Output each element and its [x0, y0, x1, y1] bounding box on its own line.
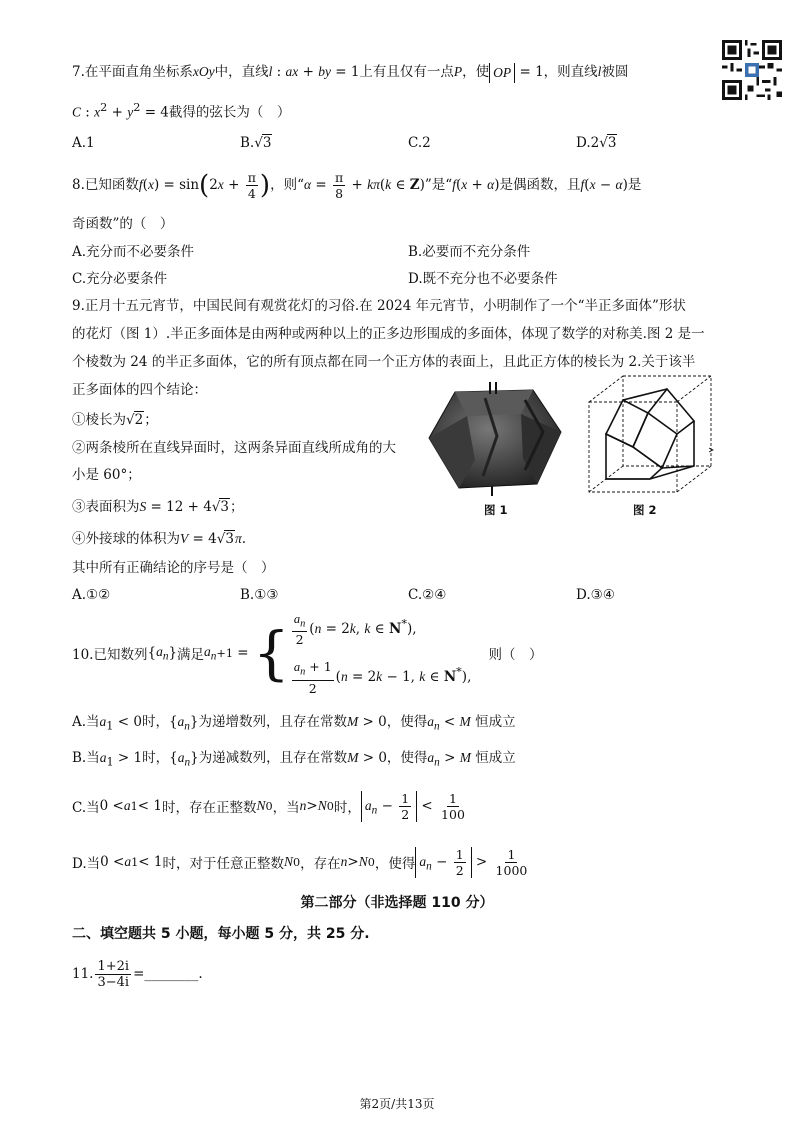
q7-text: 7.在平面直角坐标系 — [72, 64, 193, 80]
page-footer: 第2页/共13页 — [359, 1097, 435, 1111]
q9-conclusion-4: ④外接球的体积为V = 4√3π. — [72, 531, 246, 547]
qr-code — [722, 40, 782, 100]
q7-option-b[interactable]: B.√3 — [240, 135, 272, 151]
q9-option-a[interactable]: A.①② — [72, 587, 111, 603]
q7-text: ，使 — [462, 64, 490, 80]
q10-option-a[interactable]: A.当$a_1 < 0$时，$\{a_n\}$为递增数列，且存在常数M > 0，使得$a_n < M$ 恒成立 — [72, 714, 516, 733]
q7-text: ，则直线 — [543, 64, 598, 80]
q9-option-b[interactable]: B.①③ — [240, 587, 279, 603]
q10-option-d[interactable]: D.当 0 < a 1 < 1 时，对于任意正整数 N 0 ，存在 n > N 0 ，使得 $a_n$ − $\frac{1}{2}$ > $\frac{1}{1000}$ — [72, 846, 528, 878]
q9-line1: 9.正月十五元宵节，中国民间有观赏花灯的习俗.在 2024 年元宵节，小明制作了一个“半正多面体”形状 — [72, 298, 686, 314]
q8-text: ”是“ — [424, 177, 453, 193]
q9-conclusion-3: ③表面积为S = 12 + 4√3； — [72, 499, 244, 515]
q8-stem-line1: 8.已知函数f(x) = sin(2x + $\frac{\pi}{4}$ )，则“α = $\frac{\pi}{8}$ + kπ(k ∈ Z)”是“f(x + α)是偶函数，且f(x − α)是 — [72, 170, 642, 201]
q8-text: 是 — [627, 177, 642, 193]
q7-stem-line2: C : $x^2 + y^2 = 4$截得的弦长为（ ） — [72, 101, 291, 121]
q8-text: ，则“ — [270, 177, 304, 193]
q9-ask: 其中所有正确结论的序号是（ ） — [72, 560, 275, 576]
figure-1-caption: 图 1 — [484, 503, 508, 517]
q9-option-d[interactable]: D.③④ — [576, 587, 615, 603]
q7-stem-line1: 7.在平面直角坐标系xOy中，直线l : ax + by = 1上有且仅有一点P，使 OP = 1，则直线l被圆 — [72, 62, 628, 83]
q9-line2: 的花灯（图 1）.半正多面体是由两种或两种以上的正多边形围成的多面体，体现了数学的对称美.图 2 是一 — [72, 326, 705, 342]
q7-option-c[interactable]: C.2 — [408, 135, 431, 151]
fill-in-heading: 二、填空题共 5 小题，每小题 5 分，共 25 分. — [72, 926, 370, 942]
q9-line4: 正多面体的四个结论： — [72, 382, 207, 398]
q9-line3: 个棱数为 24 的半正多面体，它的所有顶点都在同一个正方体的表面上，且此正方体的棱长为 2.关于该半 — [72, 354, 696, 370]
figure-2-caption: 图 2 — [633, 503, 657, 517]
q11: 11. $\frac{1+2i}{3-4i}$ =________. — [72, 958, 203, 990]
q9-conclusion-2a: ②两条棱所在直线异面时，这两条异面直线所成角的大 — [72, 440, 396, 456]
q7-text: 中，直线 — [214, 64, 269, 80]
q7-option-a[interactable]: A.1 — [72, 135, 95, 151]
q9-conclusion-2b: 小是 60°； — [72, 467, 141, 483]
q8-option-c[interactable]: C.充分必要条件 — [72, 271, 168, 287]
q8-option-a[interactable]: A.充分而不必要条件 — [72, 244, 195, 260]
figure-1-lantern-photo — [425, 380, 565, 500]
q7-option-d[interactable]: D.2√3 — [576, 135, 617, 151]
q8-stem-line2: 奇函数”的（ ） — [72, 216, 174, 232]
q8-text: 是偶函数，且 — [499, 177, 581, 193]
q7-text: 上有且仅有一点 — [359, 64, 454, 80]
q10-option-c[interactable]: C.当 0 < a 1 < 1 时，存在正整数 N 0 ，当 n > N 0 时， $a_n$ − $\frac{1}{2}$ < $\frac{1}{100}$ — [72, 790, 465, 822]
q10-stem: 10.已知数列 { $a_n$ } 满足 $a_n$ +1 = { $\frac{a_n}{2}$ (n = 2k, k ∈ N*), $\frac{a_n + 1}{2}$ (n = 2k − 1, k ∈ N*), 则（ ） — [72, 611, 543, 696]
q8-text: 8.已知函数 — [72, 177, 139, 193]
figure-2-polyhedron-diagram — [585, 372, 717, 498]
q7-text: 截得的弦长为（ ） — [168, 104, 291, 121]
q11-answer-blank[interactable]: =________. — [133, 966, 203, 982]
q10-option-b[interactable]: B.当$a_1 > 1$时，$\{a_n\}$为递减数列，且存在常数M > 0，使得$a_n > M$ 恒成立 — [72, 750, 516, 769]
q8-option-b[interactable]: B.必要而不充分条件 — [408, 244, 531, 260]
q9-conclusion-1: ①棱长为√2； — [72, 412, 158, 428]
q9-option-c[interactable]: C.②④ — [408, 587, 447, 603]
section-2-title: 第二部分（非选择题 110 分） — [300, 895, 494, 911]
q8-option-d[interactable]: D.既不充分也不必要条件 — [408, 271, 558, 287]
q7-text: 被圆 — [601, 64, 629, 80]
